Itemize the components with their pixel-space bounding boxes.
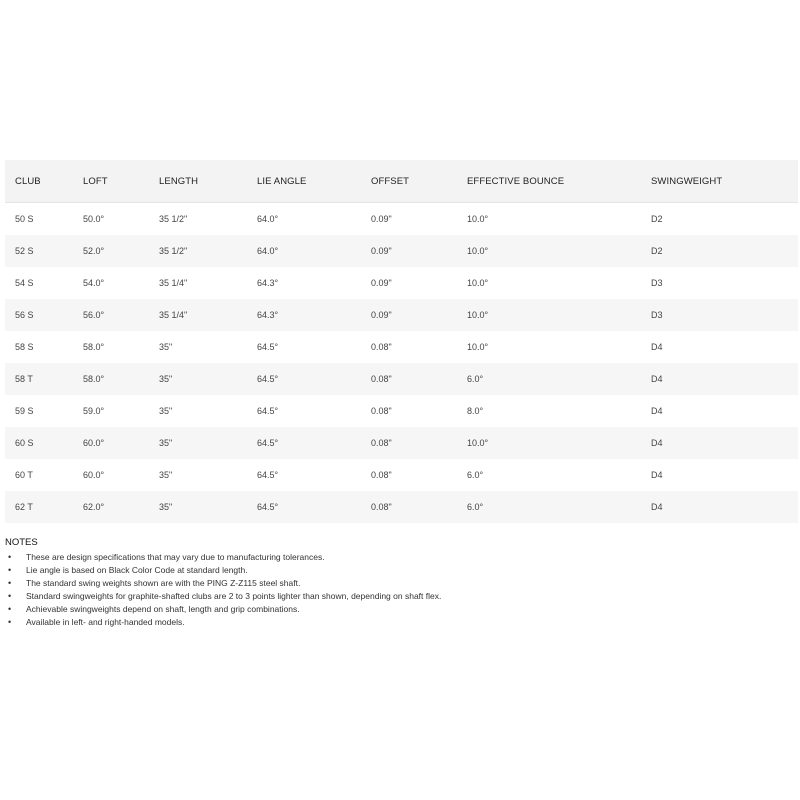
table-row bbox=[5, 427, 798, 459]
cell-length: 35 1/4" bbox=[159, 278, 188, 288]
cell-loft: 52.0° bbox=[83, 235, 159, 267]
cell-loft: 58.0° bbox=[83, 342, 105, 352]
cell-offset: 0.08" bbox=[371, 406, 392, 416]
cell-length: 35" bbox=[159, 427, 257, 459]
cell-length: 35" bbox=[159, 470, 173, 480]
header-swingweight: SWINGWEIGHT bbox=[651, 160, 798, 203]
cell-club: 58 T bbox=[5, 363, 83, 395]
cell-offset: 0.08" bbox=[371, 427, 467, 459]
cell-length: 35" bbox=[159, 406, 173, 416]
cell-swingweight: D3 bbox=[651, 278, 663, 288]
table-row bbox=[5, 363, 798, 395]
note-text: Lie angle is based on Black Color Code at standard length. bbox=[26, 565, 248, 575]
cell-offset: 0.09" bbox=[371, 214, 392, 224]
cell-loft: 59.0° bbox=[83, 406, 105, 416]
table-row bbox=[5, 203, 798, 236]
cell-effective-bounce: 10.0° bbox=[467, 214, 489, 224]
list-item bbox=[5, 577, 795, 590]
cell-club: 62 T bbox=[5, 491, 83, 523]
note-text: These are design specifications that may vary due to manufacturing tolerances. bbox=[26, 552, 325, 562]
cell-loft: 56.0° bbox=[83, 299, 159, 331]
list-item bbox=[5, 564, 795, 577]
cell-lie-angle: 64.3° bbox=[257, 278, 279, 288]
cell-effective-bounce: 10.0° bbox=[467, 278, 489, 288]
cell-swingweight: D4 bbox=[651, 342, 663, 352]
cell-lie-angle: 64.5° bbox=[257, 363, 371, 395]
cell-loft: 62.0° bbox=[83, 491, 159, 523]
table-row bbox=[5, 491, 798, 523]
note-text: Standard swingweights for graphite-shafted clubs are 2 to 3 points lighter than shown, depending on shaft flex. bbox=[26, 591, 442, 601]
table-row bbox=[5, 459, 798, 491]
cell-swingweight: D4 bbox=[651, 406, 663, 416]
note-text: The standard swing weights shown are with the PING Z-Z115 steel shaft. bbox=[26, 578, 301, 588]
bullet-icon: • bbox=[8, 552, 12, 562]
cell-swingweight: D4 bbox=[651, 470, 663, 480]
table-row bbox=[5, 267, 798, 299]
header-length: LENGTH bbox=[159, 160, 257, 203]
cell-effective-bounce: 10.0° bbox=[467, 342, 489, 352]
notes-list bbox=[5, 551, 795, 629]
cell-club: 58 S bbox=[15, 342, 34, 352]
cell-effective-bounce: 10.0° bbox=[467, 235, 651, 267]
cell-lie-angle: 64.5° bbox=[257, 491, 371, 523]
list-item bbox=[5, 551, 795, 564]
bullet-icon: • bbox=[8, 604, 12, 614]
table-row bbox=[5, 331, 798, 363]
cell-swingweight: D4 bbox=[651, 427, 798, 459]
cell-lie-angle: 64.0° bbox=[257, 235, 371, 267]
cell-loft: 60.0° bbox=[83, 470, 105, 480]
cell-offset: 0.09" bbox=[371, 278, 392, 288]
table-header-row bbox=[5, 160, 798, 203]
header-lie-angle: LIE ANGLE bbox=[257, 160, 371, 203]
cell-effective-bounce: 6.0° bbox=[467, 491, 651, 523]
cell-lie-angle: 64.5° bbox=[257, 427, 371, 459]
cell-effective-bounce: 6.0° bbox=[467, 470, 484, 480]
cell-lie-angle: 64.5° bbox=[257, 342, 279, 352]
cell-length: 35" bbox=[159, 342, 173, 352]
cell-length: 35 1/4" bbox=[159, 299, 257, 331]
cell-lie-angle: 64.0° bbox=[257, 214, 279, 224]
cell-offset: 0.09" bbox=[371, 299, 467, 331]
header-club: CLUB bbox=[5, 160, 83, 203]
cell-lie-angle: 64.3° bbox=[257, 299, 371, 331]
cell-effective-bounce: 10.0° bbox=[467, 299, 651, 331]
cell-offset: 0.08" bbox=[371, 491, 467, 523]
bullet-icon: • bbox=[8, 591, 12, 601]
cell-length: 35" bbox=[159, 491, 257, 523]
cell-offset: 0.08" bbox=[371, 342, 392, 352]
cell-lie-angle: 64.5° bbox=[257, 470, 279, 480]
notes-section bbox=[5, 537, 795, 629]
cell-loft: 60.0° bbox=[83, 427, 159, 459]
cell-club: 59 S bbox=[15, 406, 34, 416]
list-item bbox=[5, 590, 795, 603]
table-row bbox=[5, 235, 798, 267]
table-row bbox=[5, 299, 798, 331]
table-row bbox=[5, 395, 798, 427]
note-text: Available in left- and right-handed models. bbox=[26, 617, 185, 627]
cell-loft: 50.0° bbox=[83, 214, 105, 224]
header-offset: OFFSET bbox=[371, 160, 467, 203]
header-effective-bounce: EFFECTIVE BOUNCE bbox=[467, 160, 651, 203]
cell-loft: 58.0° bbox=[83, 363, 159, 395]
bullet-icon: • bbox=[8, 565, 12, 575]
list-item bbox=[5, 616, 795, 629]
notes-title: NOTES bbox=[5, 537, 38, 548]
cell-swingweight: D3 bbox=[651, 299, 798, 331]
bullet-icon: • bbox=[8, 578, 12, 588]
cell-length: 35" bbox=[159, 363, 257, 395]
bullet-icon: • bbox=[8, 617, 12, 627]
cell-club: 50 S bbox=[15, 214, 34, 224]
cell-length: 35 1/2" bbox=[159, 235, 257, 267]
cell-effective-bounce: 10.0° bbox=[467, 427, 651, 459]
cell-effective-bounce: 8.0° bbox=[467, 406, 484, 416]
cell-swingweight: D2 bbox=[651, 214, 663, 224]
cell-lie-angle: 64.5° bbox=[257, 406, 279, 416]
cell-swingweight: D4 bbox=[651, 363, 798, 395]
specifications-table bbox=[5, 160, 798, 523]
cell-length: 35 1/2" bbox=[159, 214, 188, 224]
cell-club: 60 T bbox=[15, 470, 33, 480]
list-item bbox=[5, 603, 795, 616]
header-loft: LOFT bbox=[83, 160, 159, 203]
cell-club: 56 S bbox=[5, 299, 83, 331]
cell-offset: 0.09" bbox=[371, 235, 467, 267]
cell-effective-bounce: 6.0° bbox=[467, 363, 651, 395]
cell-offset: 0.08" bbox=[371, 470, 392, 480]
note-text: Achievable swingweights depend on shaft, length and grip combinations. bbox=[26, 604, 300, 614]
cell-club: 52 S bbox=[5, 235, 83, 267]
cell-club: 60 S bbox=[5, 427, 83, 459]
cell-swingweight: D4 bbox=[651, 491, 798, 523]
cell-club: 54 S bbox=[15, 278, 34, 288]
cell-swingweight: D2 bbox=[651, 235, 798, 267]
cell-loft: 54.0° bbox=[83, 278, 105, 288]
cell-offset: 0.08" bbox=[371, 363, 467, 395]
